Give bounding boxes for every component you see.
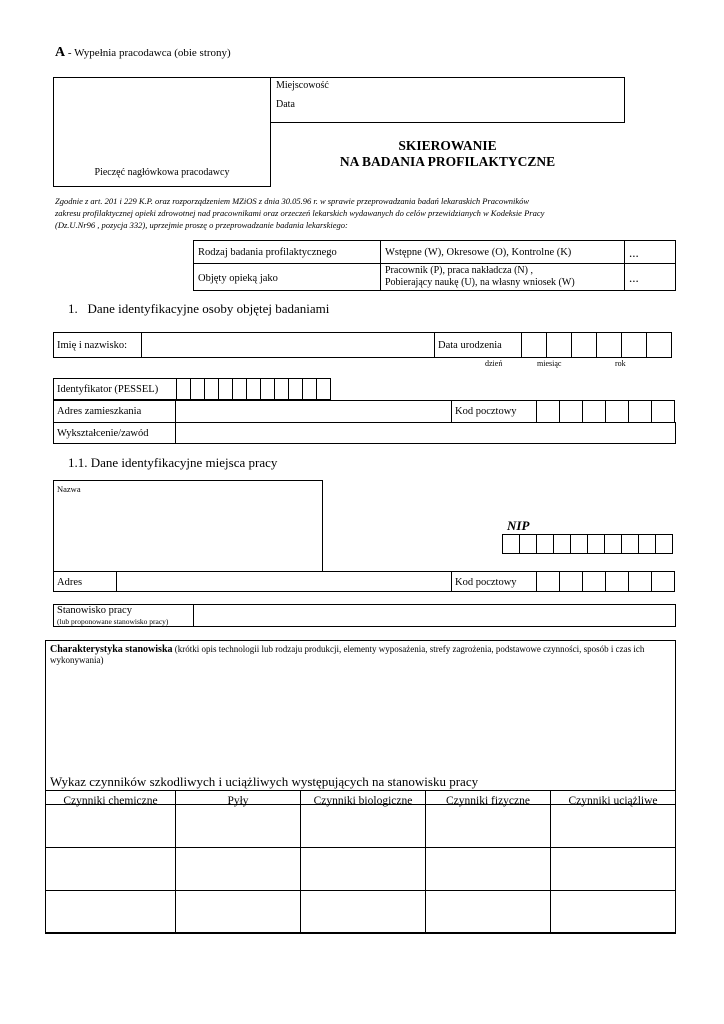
col-header-nuisance bbox=[550, 790, 676, 805]
col-header-chemical-label: Czynniki chemiczne bbox=[63, 795, 158, 807]
birth-date-label: Data urodzenia bbox=[438, 340, 502, 351]
factor-cell[interactable] bbox=[175, 804, 301, 848]
place-label: Miejscowość bbox=[276, 80, 329, 91]
factors-table bbox=[45, 790, 676, 933]
legal-basis-text: Zgodnie z art. 201 i 229 K.P. oraz rozporządzeniem MZiOS z dnia 30.05.96 r. w sprawie przeprowadzania badań lekaraskich Pracowników zakresu profilaktycznej opieki zdrowotnej nad pracownikami oraz orzeczeń lekarskich wydawanych do celów przewidzianych w Kodeksie Pracy (Dz.U.Nr96 , pozycja 332), uprzejmie proszę o przeprowadzanie badania lekarskiego: bbox=[55, 196, 545, 230]
home-address-row bbox=[53, 400, 676, 423]
factor-cell[interactable] bbox=[45, 890, 176, 933]
characteristics-box[interactable] bbox=[45, 640, 676, 774]
person-name-row bbox=[53, 332, 676, 358]
title-line-1: SKIEROWANIE bbox=[398, 138, 497, 153]
col-header-dust bbox=[175, 790, 301, 805]
nip-label: NIP bbox=[507, 518, 530, 533]
position-input[interactable] bbox=[193, 604, 676, 627]
section-letter: A bbox=[55, 45, 66, 60]
factor-cell[interactable] bbox=[425, 804, 551, 848]
title-line-2: NA BADANIA PROFILAKTYCZNE bbox=[339, 154, 556, 169]
factor-cell[interactable] bbox=[550, 847, 676, 891]
position-label-cell bbox=[53, 604, 194, 627]
workplace-address-label-cell bbox=[53, 571, 117, 592]
workplace-postal-label: Kod pocztowy bbox=[455, 577, 517, 588]
factor-cell[interactable] bbox=[550, 804, 676, 848]
home-postal-input[interactable] bbox=[537, 400, 675, 423]
workplace-name-label: Nazwa bbox=[57, 484, 81, 494]
factor-cell[interactable] bbox=[300, 847, 426, 891]
factor-cell[interactable] bbox=[300, 804, 426, 848]
factor-cell[interactable] bbox=[45, 804, 176, 848]
col-header-physical-label: Czynniki fizyczne bbox=[446, 795, 530, 807]
place-date-box[interactable] bbox=[270, 77, 625, 123]
birth-date-input[interactable] bbox=[522, 332, 672, 358]
exam-type-options-cell bbox=[380, 240, 625, 264]
exam-type-table bbox=[193, 240, 676, 291]
pesel-input[interactable] bbox=[177, 378, 331, 400]
characteristics-title: Charakterystyka stanowiska bbox=[50, 644, 173, 655]
care-type-options-line-1: Pracownik (P), praca nakładcza (N) , bbox=[385, 265, 533, 276]
care-type-value: ... bbox=[629, 270, 639, 285]
table-bottom-rule bbox=[45, 933, 676, 934]
exam-type-input[interactable] bbox=[624, 240, 676, 264]
col-header-nuisance-label: Czynniki uciążliwe bbox=[568, 795, 658, 807]
characteristics-text bbox=[50, 644, 668, 666]
factor-cell[interactable] bbox=[425, 847, 551, 891]
home-postal-label-cell bbox=[451, 400, 537, 423]
workplace-postal-label-cell bbox=[451, 571, 537, 592]
education-row bbox=[53, 422, 676, 444]
section-a-header bbox=[55, 45, 231, 61]
home-address-label-cell bbox=[53, 400, 176, 423]
col-header-biological-label: Czynniki biologiczne bbox=[313, 795, 413, 807]
nip-input[interactable] bbox=[503, 534, 673, 554]
factor-cell[interactable] bbox=[550, 890, 676, 933]
care-type-label: Objęty opieką jako bbox=[198, 273, 278, 284]
care-type-input[interactable] bbox=[624, 263, 676, 291]
care-type-label-cell bbox=[193, 263, 381, 291]
exam-type-options: Wstępne (W), Okresowe (O), Kontrolne (K) bbox=[385, 247, 572, 258]
month-label: miesiąc bbox=[537, 359, 562, 368]
care-type-options-cell bbox=[380, 263, 625, 291]
birth-date-label-cell bbox=[434, 332, 522, 358]
home-address-input[interactable] bbox=[175, 400, 452, 423]
col-header-physical bbox=[425, 790, 551, 805]
year-label: rok bbox=[615, 359, 626, 368]
workplace-address-input[interactable] bbox=[116, 571, 452, 592]
position-label: Stanowisko pracy bbox=[57, 605, 132, 616]
stamp-label: Pieczęć nagłówkowa pracodawcy bbox=[94, 167, 230, 178]
date-label: Data bbox=[276, 99, 295, 110]
workplace-name-input[interactable] bbox=[53, 480, 323, 572]
name-label-cell bbox=[53, 332, 142, 358]
name-label: Imię i nazwisko: bbox=[57, 340, 127, 351]
factor-cell[interactable] bbox=[425, 890, 551, 933]
education-label: Wykształcenie/zawód bbox=[57, 428, 149, 439]
exam-type-value: ... bbox=[629, 245, 639, 260]
workplace-address-row bbox=[53, 571, 676, 592]
pesel-label-cell bbox=[53, 378, 177, 400]
name-input[interactable] bbox=[141, 332, 435, 358]
col-header-dust-label: Pyły bbox=[227, 795, 249, 807]
factors-title: Wykaz czynników szkodliwych i uciążliwych występujących na stanowisku pracy bbox=[50, 774, 479, 789]
position-row bbox=[53, 604, 676, 627]
section-1-heading: 1. Dane identyfikacyjne osoby objętej badaniami bbox=[68, 301, 330, 316]
day-label: dzień bbox=[485, 359, 503, 368]
employer-stamp-box[interactable] bbox=[53, 77, 271, 187]
education-input[interactable] bbox=[175, 422, 676, 444]
workplace-address-label: Adres bbox=[57, 577, 83, 588]
section-1-1-heading: 1.1. Dane identyfikacyjne miejsca pracy bbox=[68, 455, 278, 470]
position-sublabel: (lub proponowane stanowisko pracy) bbox=[57, 617, 169, 626]
document-title bbox=[270, 138, 625, 170]
home-address-label: Adres zamieszkania bbox=[57, 406, 142, 417]
education-label-cell bbox=[53, 422, 176, 444]
factor-cell[interactable] bbox=[45, 847, 176, 891]
factor-cell[interactable] bbox=[300, 890, 426, 933]
factor-cell[interactable] bbox=[175, 890, 301, 933]
characteristics-description: (krótki opis technologii lub rodzaju produkcji, elementy wyposażenia, strefy zagrożenia, podstawowe czynności, sposób i czas ich wykonywania) bbox=[50, 644, 645, 665]
workplace-postal-input[interactable] bbox=[537, 571, 675, 592]
home-postal-label: Kod pocztowy bbox=[455, 406, 517, 417]
col-header-biological bbox=[300, 790, 426, 805]
exam-type-label-cell bbox=[193, 240, 381, 264]
pesel-label: Identyfikator (PESSEL) bbox=[57, 384, 159, 395]
col-header-chemical bbox=[45, 790, 176, 805]
exam-type-label: Rodzaj badania profilaktycznego bbox=[198, 247, 337, 258]
care-type-options-line-2: Pobierający naukę (U), na własny wniosek (W) bbox=[385, 277, 575, 288]
section-description: - Wypełnia pracodawca (obie strony) bbox=[65, 47, 231, 59]
factor-cell[interactable] bbox=[175, 847, 301, 891]
